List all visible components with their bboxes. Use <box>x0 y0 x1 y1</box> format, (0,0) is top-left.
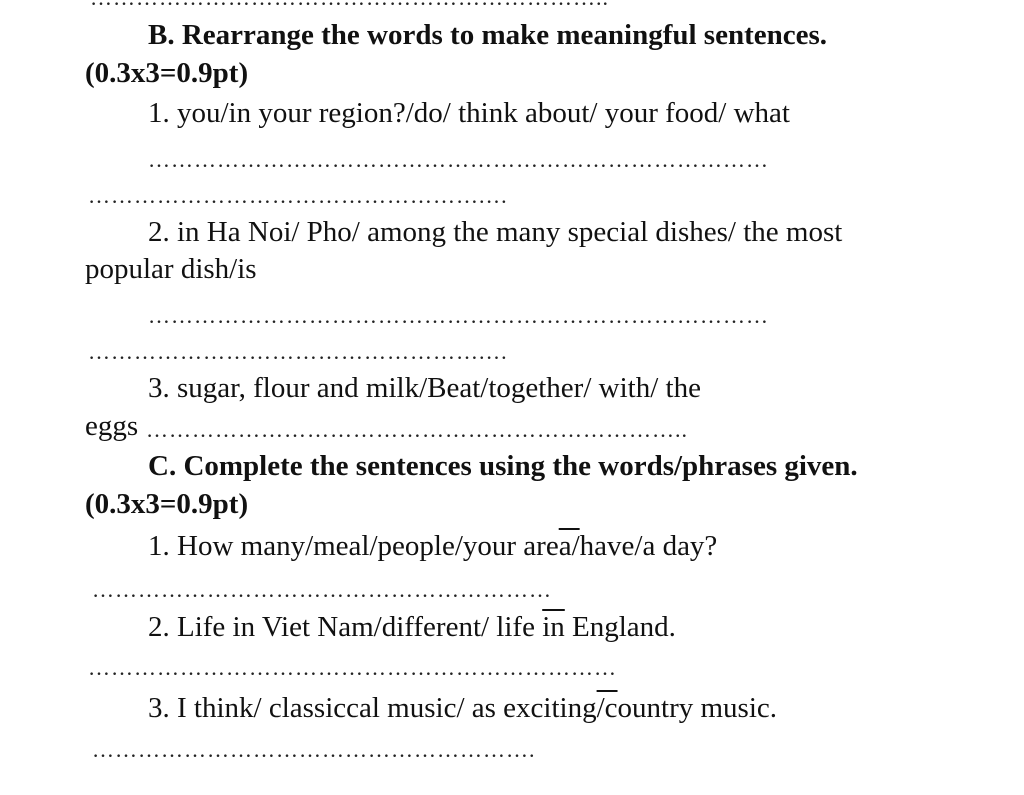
section-c-heading: C. Complete the sentences using the words/phrases given. <box>148 450 858 482</box>
section-c-item-2-answer-line[interactable]: …………………………………………………………… <box>88 656 617 680</box>
section-b-item-3-prompt-cont: eggs <box>85 410 139 442</box>
section-b-item-1-prompt: 1. you/in your region?/do/ think about/ your food/ what <box>148 97 790 129</box>
section-b-heading: B. Rearrange the words to make meaningful sentences. <box>148 19 828 51</box>
correction-mark: $\overline{in}$ <box>542 611 565 643</box>
section-c-points: (0.3x3=0.9pt) <box>85 488 249 520</box>
section-c-item-3-prompt: 3. I think/ classiccal music/ as exciting/country music. <box>148 692 778 724</box>
correction-mark: a/ <box>558 530 580 562</box>
section-c-item-1-prompt: 1. How many/meal/people/your area/have/a day? <box>148 530 718 562</box>
top-dotted-rule <box>90 0 770 10</box>
section-b-points: (0.3x3=0.9pt) <box>85 57 249 89</box>
section-b-item-2-answer-line-2[interactable]: …………………………………………….… <box>88 340 509 364</box>
section-b-item-2-prompt-cont: popular dish/is <box>85 253 257 285</box>
section-c-item-2-prompt: 2. Life in Viet Nam/different/ life $\overline{in}$ England. <box>148 611 676 643</box>
section-b-item-1-answer-line-1[interactable]: ……………………………………………………………………… <box>148 148 769 172</box>
section-b-item-1-answer-line-2[interactable]: …………………………………………….… <box>88 184 509 208</box>
section-b-item-3-answer-line[interactable]: …………………………………………………………….. <box>146 418 688 442</box>
correction-mark: /c <box>596 692 618 724</box>
section-c-item-1-answer-line[interactable]: …………………………………………………… <box>92 578 552 602</box>
section-b-item-2-answer-line-1[interactable]: ……………………………………………………………………… <box>148 304 769 328</box>
section-c-item-3-answer-line[interactable]: …………………………………………………. <box>92 738 536 762</box>
section-b-item-3-prompt: 3. sugar, flour and milk/Beat/together/ with/ the <box>148 372 701 404</box>
section-b-item-2-prompt: 2. in Ha Noi/ Pho/ among the many special dishes/ the most <box>148 216 843 248</box>
